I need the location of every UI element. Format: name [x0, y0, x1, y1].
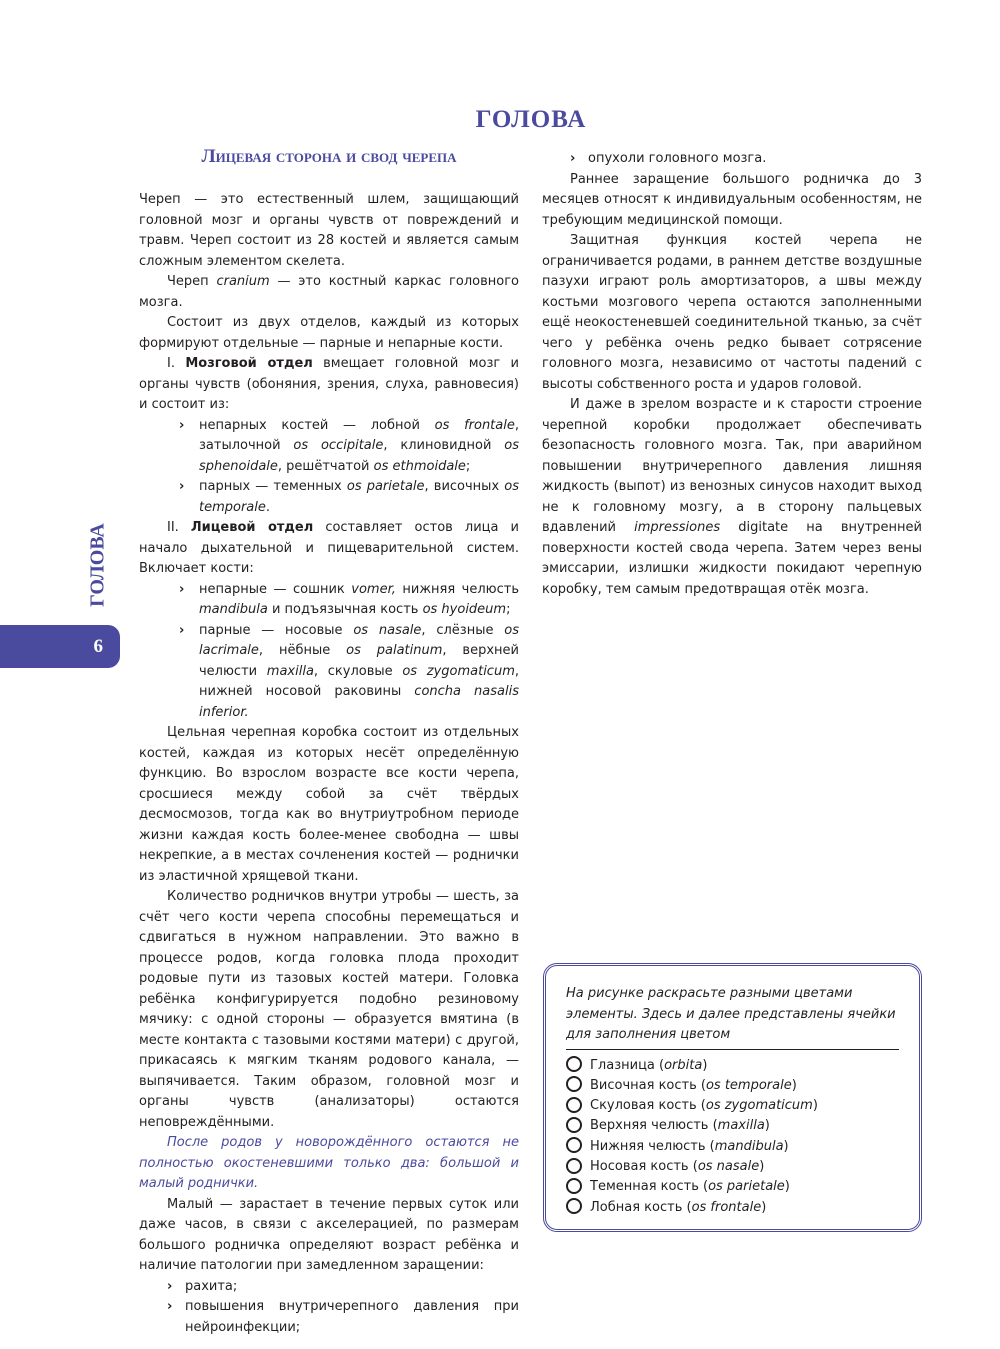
latin-term: os hyoideum [422, 602, 507, 617]
item-label [590, 1056, 707, 1076]
label-text: Носовая кость ( [590, 1158, 698, 1174]
bold-term: Лицевой отдел [190, 520, 314, 535]
bullet-item [139, 416, 519, 478]
text-run: Количество родничков внутри утробы — шесть, за счёт чего кости черепа способны перемещаться и сдвигаться в нужном направлении. Это важно в процессе родов, когда головка плода проходит родовые пути из тазовых костей матери. Головка ребёнка конфигурируется подобно резиновому мячику: с одной стороны — образуется вмятина (в месте контакта с тазовыми костями матери) с другой, прикасаясь к мягким тканям родового канала, — выпячивается. Таким образом, головной мозг и органы чувств (анализаторы) остаются неповреждёнными. [139, 889, 519, 1130]
text-run: , скуловые [313, 663, 403, 679]
text-run: парных — теменных [199, 479, 347, 494]
color-cell-circle-icon[interactable] [566, 1097, 582, 1113]
paragraph [139, 1195, 519, 1277]
paragraph [542, 231, 922, 395]
latin-term: os temporale [705, 1077, 792, 1093]
text-run: , нёбные [258, 643, 347, 658]
color-cell-circle-icon[interactable] [566, 1158, 582, 1174]
bullet-item [139, 1277, 519, 1298]
text-run: непарных костей — лобной [199, 417, 435, 433]
chevron-bullet-icon: › [179, 622, 185, 638]
label-text: ) [812, 1098, 818, 1114]
latin-term: os palatinum [346, 643, 443, 658]
text-run: II. [167, 520, 191, 535]
label-text: ) [784, 1179, 790, 1195]
paragraph [139, 723, 519, 887]
color-cell-circle-icon[interactable] [566, 1137, 582, 1153]
text-run: После родов у новорождённого остаются не полностью окостеневшими только два: большой и малый роднички. [139, 1135, 519, 1191]
bullet-item [139, 477, 519, 518]
chevron-bullet-icon: › [179, 581, 185, 597]
color-cell-circle-icon[interactable] [566, 1178, 582, 1194]
label-text: Нижняя челюсть ( [590, 1138, 715, 1154]
color-cell-item[interactable] [566, 1076, 899, 1096]
color-cell-circle-icon[interactable] [566, 1117, 582, 1133]
color-cell-item[interactable] [566, 1177, 899, 1197]
color-cell-item[interactable] [566, 1056, 899, 1076]
latin-term: mandibula [199, 602, 268, 617]
color-cell-item[interactable] [566, 1116, 899, 1136]
label-text: Глазница ( [590, 1057, 665, 1073]
item-label [590, 1096, 818, 1116]
left-column [139, 190, 519, 1338]
highlight-note [139, 1133, 519, 1195]
text-run: рахита; [185, 1278, 238, 1294]
latin-term: os sphenoidale [199, 438, 519, 474]
section-subtitle: Лицевая сторона и свод черепа [201, 146, 457, 167]
paragraph [139, 313, 519, 354]
latin-term: mandibula [714, 1138, 784, 1154]
item-label [590, 1137, 789, 1157]
paragraph [139, 518, 519, 580]
text-run: Череп — это естественный шлем, защищающий головной мозг и органы чувств от повреждений и травм. Череп состоит из 28 костей и является самым сложным элементом скелета. [139, 192, 519, 269]
chevron-bullet-icon: › [167, 1278, 173, 1294]
text-run: ; [506, 602, 511, 617]
latin-term: orbita [664, 1057, 703, 1073]
latin-term: os lacrimale [199, 622, 519, 658]
text-run: , слёзные [421, 622, 505, 638]
item-label [590, 1157, 764, 1177]
paragraph [139, 887, 519, 1133]
chevron-bullet-icon: › [167, 1299, 173, 1314]
paragraph [139, 190, 519, 272]
latin-term: maxilla [717, 1118, 765, 1134]
label-text: ) [764, 1118, 770, 1134]
text-run: — это костный каркас головного мозга. [139, 274, 519, 310]
text-run: парные — носовые [199, 622, 354, 638]
latin-term: os frontale [691, 1199, 762, 1215]
text-run: составляет остов лица и начало дыхательной и пищеварительной систем. Включает кости: [139, 520, 519, 576]
text-run: Раннее заращение большого родничка до 3 месяцев относят к индивидуальным особенностям, не требующим медицинской помощи. [542, 171, 922, 228]
label-text: Скуловая кость ( [590, 1098, 706, 1114]
text-run: Череп [167, 274, 217, 289]
latin-term: os occipitale [293, 438, 384, 453]
label-text: ) [759, 1158, 765, 1174]
text-run: , верхней челюсти [199, 643, 519, 679]
latin-term: maxilla [266, 663, 314, 679]
page-title: ГОЛОВА [475, 106, 587, 133]
color-cell-circle-icon[interactable] [566, 1198, 582, 1214]
text-run: повышения внутричерепного давления при нейроинфекции; [185, 1299, 519, 1335]
text-run: digitate на внутренней поверхности костей свода черепа. Затем через вены эмиссарии, излишки жидкости покидают черепную коробку, тем самым предотвращая отёк мозга. [542, 520, 922, 597]
bullet-item [139, 1297, 519, 1338]
text-run: непарные — сошник [199, 581, 352, 597]
latin-term: os zygomaticum [402, 663, 515, 679]
chevron-bullet-icon: › [179, 417, 185, 433]
color-cell-item[interactable] [566, 1157, 899, 1177]
label-text: Лобная кость ( [590, 1199, 692, 1215]
text-run: Малый — зарастает в течение первых суток или даже часов, в связи с акселерацией, по размерам большого родничка определяют возраст ребёнка и наличие патологии при замедленном заращении: [139, 1196, 519, 1273]
text-run: Состоит из двух отделов, каждый из которых формируют отдельные — парные и непарные кости. [139, 315, 519, 351]
text-run: нижняя челюсть [395, 581, 519, 597]
item-label [590, 1076, 797, 1096]
right-column [542, 149, 922, 600]
text-run: и подъязычная кость [267, 602, 423, 617]
chevron-bullet-icon: › [179, 479, 185, 494]
label-text: ) [761, 1199, 767, 1215]
page-number-tab: 6 [0, 625, 120, 668]
text-run: Цельная черепная коробка состоит из отдельных костей, каждая из которых несёт определённую функцию. Во взрослом возрасте все кости черепа, сросшиеся между собой за счёт твёрдых десмосмозов, тогда как во внутриутробном периоде жизни каждая кость более-менее свободна — швы некрепкие, а в местах сочленения костей — роднички из эластичной хрящевой ткани. [139, 725, 519, 884]
label-text: ) [783, 1138, 789, 1154]
bullet-item [542, 149, 922, 170]
text-run: I. [167, 356, 186, 371]
bullet-item [139, 621, 519, 724]
label-text: ) [791, 1077, 797, 1093]
text-run: вмещает головной мозг и органы чувств (обоняния, зрения, слуха, равновесия) и состоит из: [139, 356, 520, 412]
latin-term: os temporale [199, 479, 519, 515]
text-run: опухоли головного мозга. [588, 151, 767, 166]
color-cell-item[interactable] [566, 1096, 899, 1116]
latin-term: impressiones [634, 520, 721, 535]
side-chapter-text: ГОЛОВА [86, 523, 109, 607]
text-run: , височных [424, 479, 505, 494]
text-run: , клиновидной [383, 438, 505, 453]
latin-term: vomer, [351, 581, 396, 597]
latin-term: os ethmoidale [373, 458, 466, 474]
paragraph [139, 272, 519, 313]
text-run: . [265, 499, 271, 515]
color-cell-item[interactable] [566, 1198, 899, 1218]
coloring-instruction: На рисунке раскрасьте разными цветами элементы. Здесь и далее представлены ячейки для заполнения цветом [566, 984, 899, 1050]
item-label [590, 1177, 790, 1197]
chevron-bullet-icon: › [570, 151, 576, 166]
latin-term: os nasale [697, 1158, 760, 1174]
coloring-legend-box [543, 963, 922, 1232]
label-text: Височная кость ( [590, 1077, 706, 1093]
latin-term: cranium [216, 274, 270, 289]
text-run: Защитная функция костей черепа не ограничивается родами, в раннем детстве воздушные пазухи играют роль амортизаторов, а швы между костьми мозгового черепа остаются заполненными ещё неокостеневшей соединительной тканью, за счёт чего у ребёнка очень редко бывает сотрясение головного мозга, независимо от частоты падений с высоты собственного роста и ударов головой. [542, 233, 922, 392]
bullet-item [139, 580, 519, 621]
latin-term: os zygomaticum [705, 1098, 813, 1114]
latin-term: os parietale [346, 479, 425, 494]
text-run: , затылочной [199, 417, 519, 453]
item-label [590, 1198, 766, 1218]
side-chapter-label [78, 520, 118, 610]
color-cell-circle-icon[interactable] [566, 1056, 582, 1072]
text-run: , нижней носовой раковины [199, 663, 519, 699]
paragraph [139, 354, 519, 416]
text-run: ; [465, 458, 471, 474]
label-text: Теменная кость ( [590, 1179, 709, 1195]
latin-term: concha nasalis inferior. [199, 684, 519, 720]
label-text: Верхняя челюсть ( [590, 1118, 718, 1134]
color-cell-circle-icon[interactable] [566, 1076, 582, 1092]
label-text: ) [702, 1057, 708, 1073]
latin-term: os parietale [708, 1179, 785, 1195]
latin-term: os nasale [353, 622, 422, 638]
latin-term: os frontale [434, 417, 515, 433]
paragraph [542, 170, 922, 232]
paragraph [542, 395, 922, 600]
bold-term: Мозговой отдел [185, 356, 313, 371]
text-run: И даже в зрелом возрасте и к старости строение черепной коробки продолжает обеспечивать безопасность головного мозга. Так, при аварийном повышении внутричерепного давления лишняя жидкость (выпот) из венозных синусов находит выход не к головному мозгу, а в сторону пальцевых вдавлений [542, 397, 922, 535]
item-label [590, 1116, 770, 1136]
text-run: , решётчатой [277, 458, 374, 474]
color-cell-item[interactable] [566, 1137, 899, 1157]
